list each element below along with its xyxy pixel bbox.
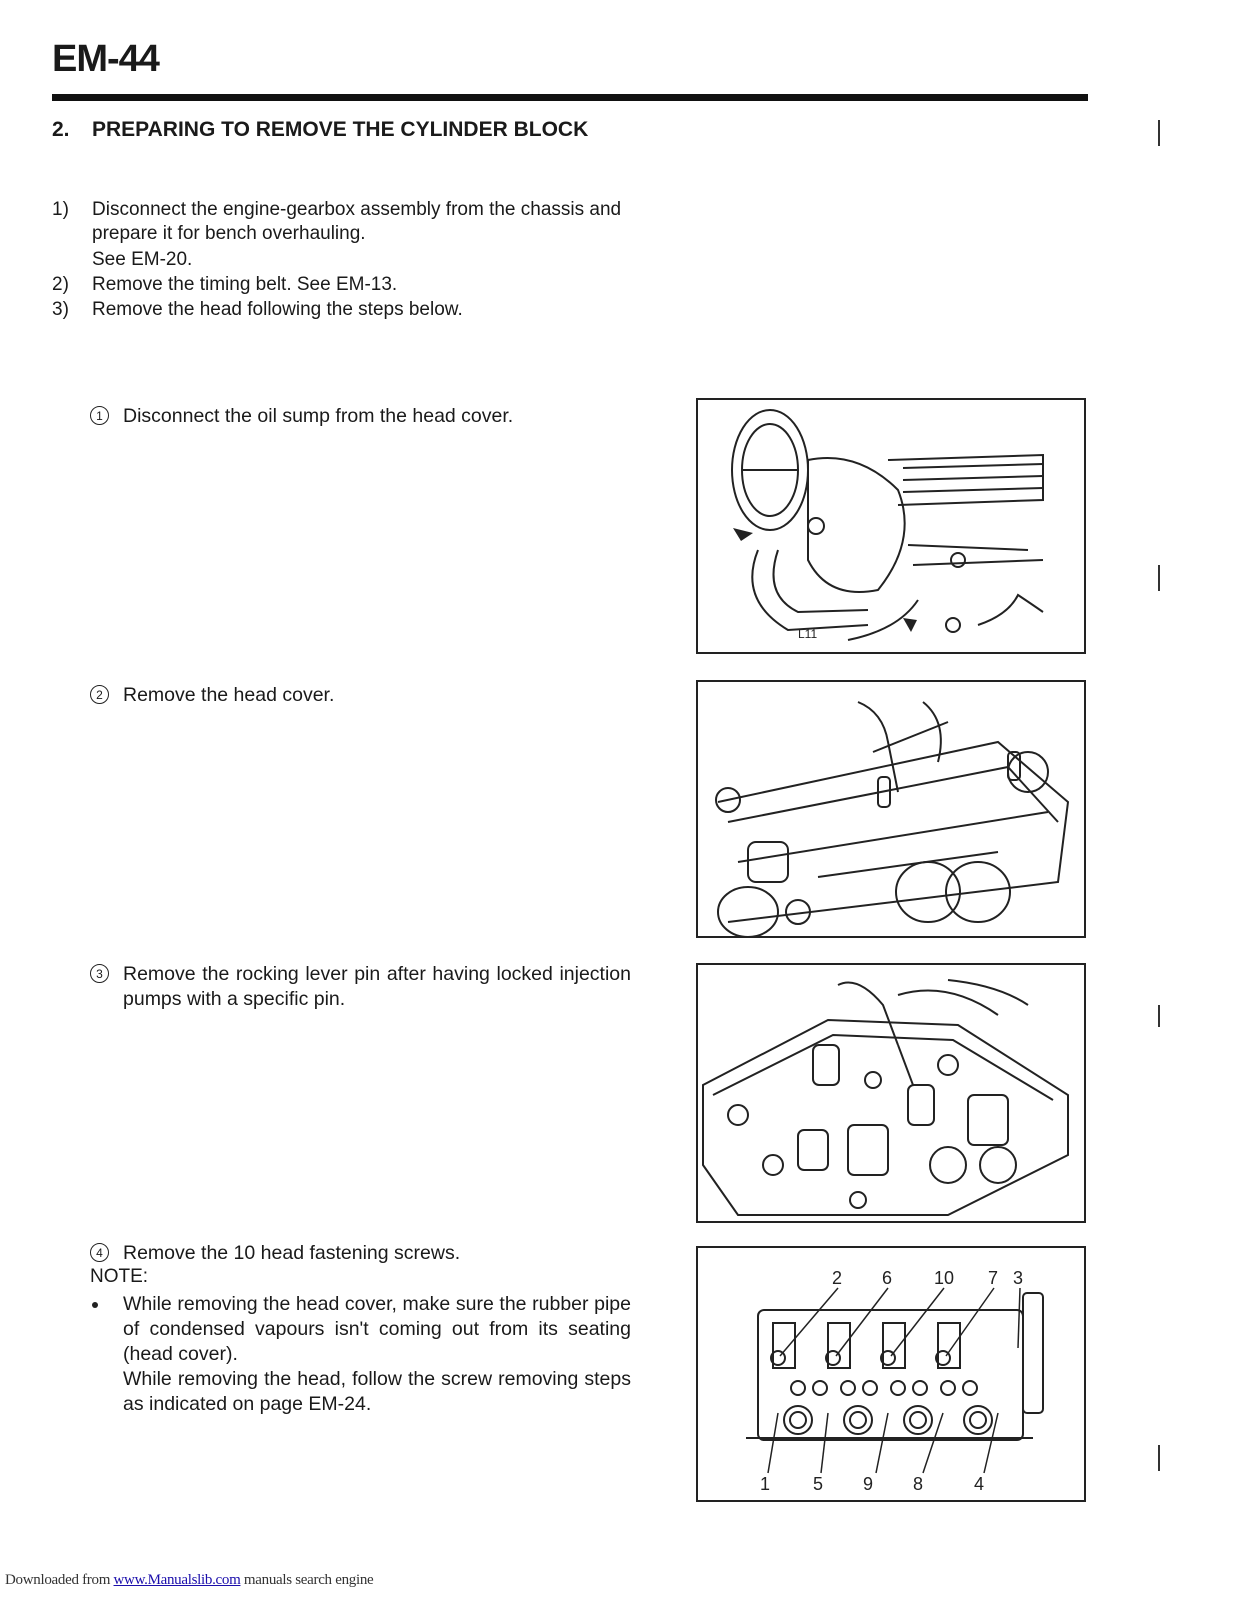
figure-oil-sump [696,398,1086,654]
item-text: Remove the head following the steps below. [92,299,463,320]
head-cover-illustration [698,682,1084,936]
screw-label: 5 [813,1474,824,1494]
footer [5,1572,373,1589]
screw-label: 4 [974,1474,985,1494]
scan-mark [1158,120,1160,146]
screw-label: 8 [913,1474,924,1494]
screw-label: 7 [988,1268,999,1288]
step-1 [90,404,635,434]
step-text: Disconnect the oil sump from the head cover. [123,405,514,427]
head-screws-diagram [698,1248,1084,1500]
list-item [52,273,692,299]
footer-prefix: Downloaded from [5,1572,114,1588]
scan-mark [1158,1005,1160,1027]
screw-label: 10 [934,1268,955,1288]
note-label: NOTE: [90,1266,149,1287]
item-text: See EM-20. [92,249,193,270]
step-number: 4 [90,1243,109,1262]
note-bullet-text: While removing the head cover, make sure the rubber pipe of condensed vapours isn't coming out from its seating (head cover). [123,1293,631,1365]
section-number: 2. [52,118,70,141]
item-number: 1) [52,199,69,220]
footer-suffix: manuals search engine [240,1572,374,1588]
figure-rocking-lever [696,963,1086,1223]
step-4 [90,1241,635,1271]
note-extra-text: While removing the head, follow the screw removing steps as indicated on page EM-24. [123,1368,631,1415]
rocking-lever-illustration [698,965,1084,1221]
oil-sump-illustration [698,400,1084,652]
screw-label: 3 [1013,1268,1024,1288]
item-text: Disconnect the engine-gearbox assembly from the chassis and prepare it for bench overhauling. [92,199,622,244]
footer-link[interactable]: www.Manualslib.com [113,1572,241,1588]
scan-mark [1158,565,1160,591]
note-extra [90,1367,635,1419]
section-title-text: PREPARING TO REMOVE THE CYLINDER BLOCK [92,118,589,141]
page-code: EM-44 [52,38,159,80]
figure-caption: L11 [798,627,818,641]
figure-head-cover [696,680,1086,938]
screw-label: 1 [760,1474,771,1494]
step-text: Remove the head cover. [123,684,335,706]
figure-head-screws [696,1246,1086,1502]
step-text: Remove the rocking lever pin after having locked injection pumps with a specific pin. [123,963,631,1010]
item-number: 3) [52,299,69,320]
step-number: 1 [90,406,109,425]
item-number: 2) [52,274,69,295]
step-text: Remove the 10 head fastening screws. [123,1242,461,1264]
header-rule [52,94,1088,101]
step-number: 3 [90,964,109,983]
list-item [52,198,692,248]
list-item [52,248,692,274]
scan-mark [1158,1445,1160,1471]
note-bullet [90,1292,635,1372]
step-number: 2 [90,685,109,704]
item-text: Remove the timing belt. See EM-13. [92,274,398,295]
screw-label: 6 [882,1268,893,1288]
screw-label: 9 [863,1474,874,1494]
bullet-icon [92,1302,98,1308]
screw-label: 2 [832,1268,843,1288]
list-item [52,298,692,324]
step-2 [90,683,635,713]
step-3 [90,962,635,1018]
